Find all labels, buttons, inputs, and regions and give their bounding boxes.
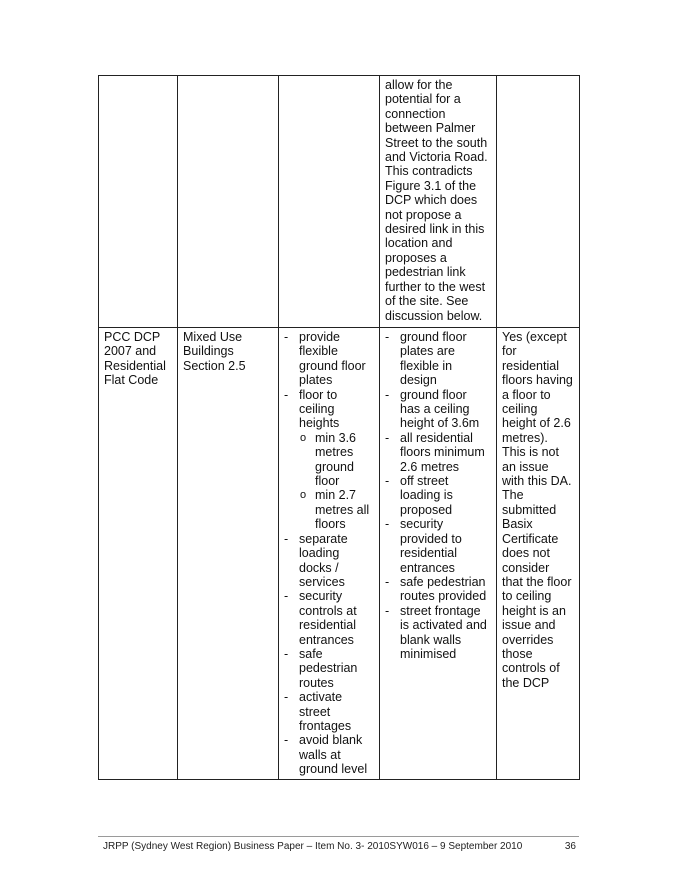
list-item: - safe pedestrian routes <box>284 647 374 690</box>
section-text: Mixed Use Buildings Section 2.5 <box>183 330 246 373</box>
table-cell-section <box>178 76 279 328</box>
table-cell-proposal <box>380 76 497 328</box>
sub-list-item: o min 2.7 metres all floors <box>299 488 374 531</box>
list-item: - security controls at residential entrances <box>284 589 374 647</box>
list-item: - ground floor has a ceiling height of 3.6m <box>385 388 491 431</box>
list-item: - safe pedestrian routes provided <box>385 575 491 604</box>
table-row <box>99 76 580 328</box>
page-number: 36 <box>564 841 576 852</box>
proposal-list <box>385 330 491 661</box>
table-cell-compliance <box>497 328 580 780</box>
table-cell-control <box>99 328 178 780</box>
sub-requirement-list <box>299 431 374 532</box>
list-item: - activate street frontages <box>284 690 374 733</box>
page-footer <box>103 841 576 853</box>
compliance-text: Yes (except for residential floors having a floor to ceiling height of 2.6 metres). This is not an issue with this DA. The submitted Basix Certificate does not consider that the floor to ceiling height is an issue and overrides those controls of the DCP <box>502 330 573 690</box>
requirement-list <box>284 330 374 777</box>
list-item: - street frontage is activated and blank walls minimised <box>385 604 491 662</box>
table-cell-section <box>178 328 279 780</box>
table-cell-requirement <box>279 76 380 328</box>
list-item: - floor to ceiling heights o min 3.6 metres ground floor o min 2.7 metres all floors <box>284 388 374 532</box>
list-item: - avoid blank walls at ground level <box>284 733 374 776</box>
footer-text: JRPP (Sydney West Region) Business Paper – Item No. 3- 2010SYW016 – 9 September 2010 <box>103 841 523 852</box>
control-text: PCC DCP 2007 and Residential Flat Code <box>104 330 166 388</box>
list-item: - security provided to residential entrances <box>385 517 491 575</box>
table-cell-proposal <box>380 328 497 780</box>
list-item: - all residential floors minimum 2.6 metres <box>385 431 491 474</box>
list-item: - ground floor plates are flexible in design <box>385 330 491 388</box>
table-cell-compliance <box>497 76 580 328</box>
list-item: - off street loading is proposed <box>385 474 491 517</box>
list-item: - provide flexible ground floor plates <box>284 330 374 388</box>
sub-list-item: o min 3.6 metres ground floor <box>299 431 374 489</box>
list-item: - separate loading docks / services <box>284 532 374 590</box>
compliance-table <box>98 75 580 780</box>
footer-divider <box>98 836 579 837</box>
proposal-text: allow for the potential for a connection between Palmer Street to the south and Victoria Road. This contradicts Figure 3.1 of the DCP which does not propose a desired link in this location and proposes a pedestrian link further to the west of the site. See discussion below. <box>385 78 488 323</box>
table-row <box>99 328 580 780</box>
table-cell-control <box>99 76 178 328</box>
table-cell-requirement <box>279 328 380 780</box>
